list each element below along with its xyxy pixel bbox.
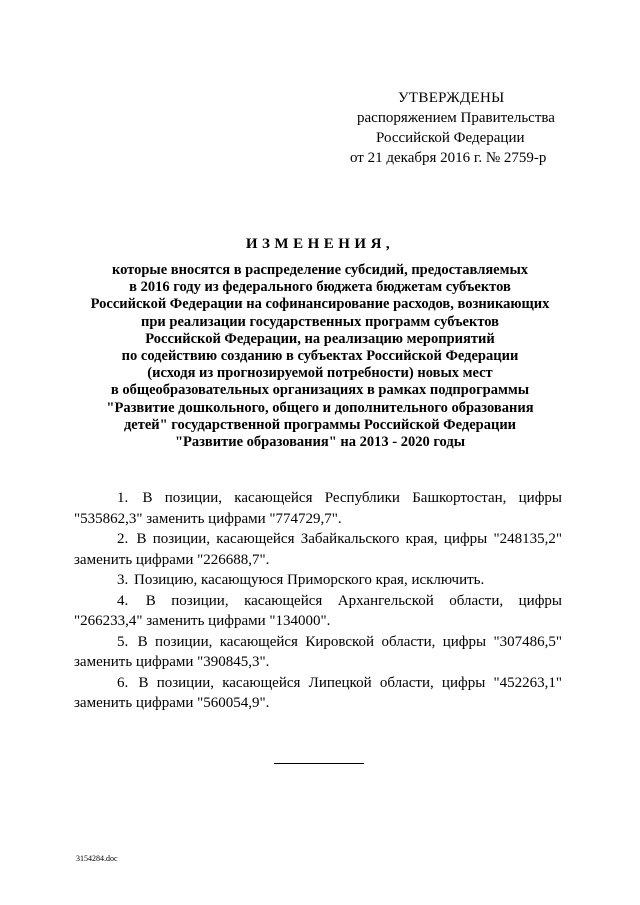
item-number: 6. <box>117 674 129 691</box>
item-number: 5. <box>117 633 129 650</box>
subtitle-line: при реализации государственных программ субъектов <box>141 313 499 330</box>
approval-line-3: от 21 декабря 2016 г. № 2759-р <box>350 150 547 166</box>
footer-filename: 3154284.doc <box>76 854 118 863</box>
change-item <box>74 591 562 632</box>
subtitle-line: (исходя из прогнозируемой потребности) новых мест <box>147 365 493 382</box>
subtitle-line: "Развитие образования" на 2013 - 2020 годы <box>174 434 466 451</box>
subtitle-line: которые вносятся в распределение субсидий, предоставляемых <box>111 262 529 278</box>
item-text: В позиции, касающейся Липецкой области, цифры "452263,1" заменить цифрами "560054,9". <box>74 674 562 711</box>
change-item <box>74 570 562 591</box>
item-number: 1. <box>117 490 129 506</box>
change-item <box>74 632 562 673</box>
change-item <box>74 488 562 529</box>
subtitle-line: детей" государственной программы Российской Федерации <box>123 416 517 433</box>
document-title: ИЗМЕНЕНИЯ, <box>245 236 395 252</box>
item-number: 3. <box>117 572 129 588</box>
change-item <box>74 673 562 714</box>
approval-line-1: распоряжением Правительства <box>357 110 555 126</box>
subtitle-line: Российской Федерации на софинансирование расходов, возникающих <box>90 296 550 313</box>
subtitle-line: в общеобразовательных организациях в рамках подпрограммы <box>110 382 530 399</box>
subtitle-line: "Развитие дошкольного, общего и дополнительного образования <box>106 399 534 416</box>
approval-line-2: Российской Федерации <box>376 130 525 146</box>
subtitle-line: по содействию созданию в субъектах Российской Федерации <box>121 348 519 365</box>
end-separator-line <box>274 763 364 764</box>
subtitle-line: Российской Федерации, на реализацию мероприятий <box>145 330 495 347</box>
item-number: 2. <box>117 531 129 547</box>
change-item <box>74 529 562 570</box>
approval-title: УТВЕРЖДЕНЫ <box>398 90 505 106</box>
item-text: Позицию, касающуюся Приморского края, исключить. <box>134 572 485 588</box>
item-number: 4. <box>117 592 129 609</box>
document-subtitle <box>60 262 580 451</box>
approval-block <box>300 88 620 168</box>
item-text: В позиции, касающейся Архангельской области, цифры "266233,4" заменить цифрами "134000". <box>74 592 562 629</box>
item-text: В позиции, касающейся Кировской области, цифры "307486,5" заменить цифрами "390845,3". <box>74 633 562 670</box>
item-text: В позиции, касающейся Республики Башкортостан, цифры "535862,3" заменить цифрами "774729,7". <box>74 490 562 527</box>
item-text: В позиции, касающейся Забайкальского края, цифры "248135,2" заменить цифрами "226688,7". <box>74 531 562 568</box>
subtitle-line: в 2016 году из федерального бюджета бюджетам субъектов <box>129 279 511 296</box>
changes-list <box>74 488 562 714</box>
